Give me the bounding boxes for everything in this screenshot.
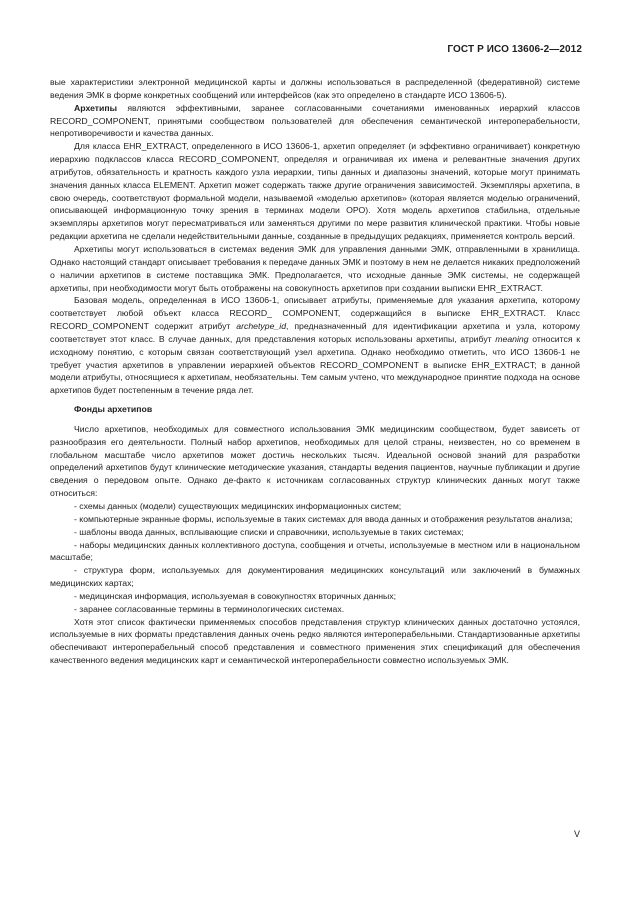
paragraph-text: Базовая модель, определенная в ИСО 13606-1, описывает атрибуты, применяемые для указания архетипа, которому соответствует любой объект класса RECORD_ COMPONENT, содержащийся в выписке EHR_EXTRACT. Класс RECORD_COMPONENT содержит атрибут — [50, 295, 580, 332]
standard-designation: ГОСТ Р ИСО 13606-2—2012 — [447, 44, 582, 55]
page-number: V — [573, 829, 580, 839]
paragraph-archetype-usage: Архетипы могут использоваться в системах ведения ЭМК для управления данными ЭМК, отправленными в хранилища. Однако настоящий стандарт описывает требования к передаче данных ЭМК и поэтому в нем не делается никаких предположений о наличии архетипов в системе поставщика ЭМК. Предполагается, что исходные данные ЭМК системы, не содержащей архетипы, при необходимости могут быть отображены на совокупность архетипов при создании выписки EHR_EXTRACT. — [50, 243, 580, 293]
list-item: - схемы данных (модели) существующих медицинских информационных систем; — [74, 501, 402, 511]
list-item: - компьютерные экранные формы, используемые в таких системах для ввода данных и отображения результатов анализа; — [74, 513, 573, 524]
paragraph-archetype-pools: Число архетипов, необходимых для совместного использования ЭМК медицинским сообществом, будет зависеть от разнообразия его деятельности. Полный набор архетипов, необходимых для целой страны, неизвестен, но со временем в глобальном масштабе число архетипов может достичь нескольких тысяч. Идеальной основой знаний для разработки определений архетипов будут клинические методические указания, стандарты ведения пациентов, научные публикации и другие сведения о передовом опыте. Однако де-факто к источникам согласованных структур клинических данных могут также относиться: — [50, 423, 580, 499]
document-body — [50, 76, 580, 667]
paragraph-base-model — [50, 294, 580, 397]
list-item: - шаблоны ввода данных, всплывающие списки и справочники, используемые в таких системах; — [74, 526, 464, 537]
term-archetypes: Архетипы — [74, 102, 118, 113]
attribute-meaning: meaning — [495, 333, 529, 344]
list-item: - заранее согласованные термины в терминологических системах. — [74, 603, 345, 614]
list-item: - структура форм, используемых для документирования медицинских консультаций или заключений в бумажных медицинских картах; — [50, 565, 580, 589]
attribute-archetype-id: archetype_id — [236, 321, 287, 332]
paragraph-archetypes-definition — [50, 102, 580, 141]
paragraph-text: , предназначенный для идентификации архетипа и узла, которому соответствует этот класс. В случае данных, для представления которых использованы архетипы, атрибут — [50, 321, 580, 344]
paragraph-continuation: вые характеристики электронной медицинской карты и должны использоваться в распределенной (федеративной) системе ведения ЭМК в форме конкретных сообщений или интерфейсов (как это определено в стандарте ИСО 13606-5). — [50, 77, 580, 100]
list-item: - наборы медицинских данных коллективного доступа, сообщения и отчеты, используемые в местном или в национальном масштабе; — [50, 539, 580, 563]
paragraph-text: являются эффективными, заранее согласованными сочетаниями именованных иерархий классов RECORD_COMPONENT, принятыми сообществом пользователей для обеспечения семантической интероперабельности, непротиворечивости и качества данных. — [50, 102, 580, 139]
list-item: - медицинская информация, используемая в совокупностях вторичных данных; — [74, 590, 397, 601]
section-heading: Фонды архетипов — [74, 404, 153, 415]
paragraph-text: относится к исходному понятию, с которым связан соответствующий узел архетипа. Однако необходимо отметить, что ИСО 13606-1 не требует участия архетипов в управлении иерархией объектов RECORD_COMPONENT в выписке EHR_EXTRACT; в данной модели атрибуты, относящиеся к архетипам, необязательны. Тем самым учтено, что международное принятие подхода на основе архетипов будет постепенным в течение ряда лет. — [50, 333, 580, 396]
paragraph-ehr-extract: Для класса EHR_EXTRACT, определенного в ИСО 13606-1, архетип определяет (и эффективно ограничивает) конкретную иерархию подклассов класса RECORD_COMPONENT, определяя и ограничивая их имена и релевантные значения других атрибутов, обязательность и кратность каждого узла иерархии, типы данных и диапазоны значений, которые могут принимать значения данных класса ELEMENT. Архетип может содержать также другие ограничения зависимостей. Экземпляры архетипа, в свою очередь, соответствуют формальной модели, называемой «моделью архетипов» (которая является моделью ограничений, описывающей информационную точку зрения в терминах модели ОРО). Хотя модель архетипов стабильна, отдельные экземпляры архетипов могут пересматриваться или заменяться другими по мере развития клинической практики. Чтобы новые редакции архетипа не сделали недействительными данные, созданные в предыдущих редакциях, применяется контроль версий. — [50, 141, 580, 242]
paragraph-conclusion: Хотя этот список фактически применяемых способов представления структур клинических данных достаточно устоялся, используемые в них форматы представления данных очень редко являются интероперабельными. Стандартизованные архетипы обеспечивают интероперабельный способ представления и совместного применения этих спецификаций для обеспечения качественного ведения медицинских карт и семантической интероперабельности совместно используемых ЭМК. — [50, 616, 580, 666]
